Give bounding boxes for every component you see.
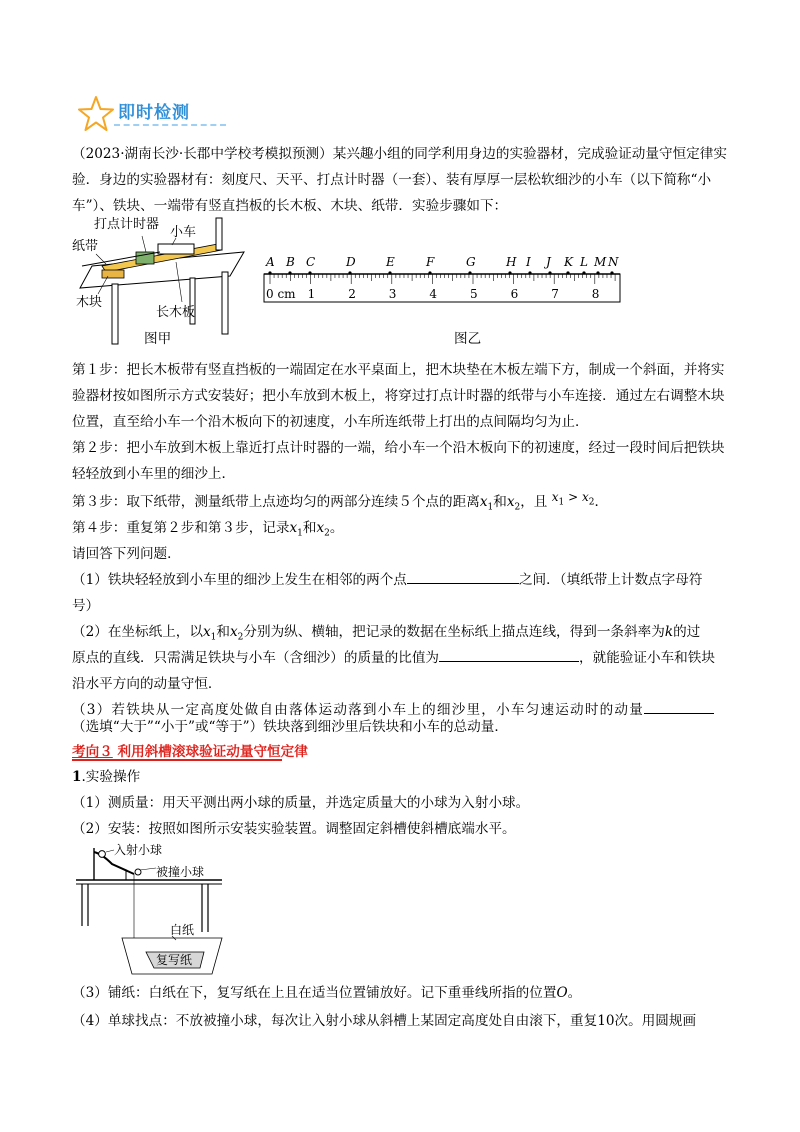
tape-dot <box>548 271 551 274</box>
question-2: （2）在坐标纸上，以$x_1$和$x_2$分别为纵、横轴，把记录的数据在坐标纸上描点连线，得到一条斜率为k的过 <box>72 624 701 643</box>
ask-line: 请回答下列问题． <box>72 546 181 562</box>
ruler-number: 5 <box>470 287 478 301</box>
tape-dot <box>610 271 613 274</box>
problem-intro: （2023·湖南长沙·长郡中学校考模拟预测）某兴趣小组的同学利用身边的实验器材，完成验证动量守恒定律实验．身边的实验器材有：刻度尺、天平、打点计时器（一套）、装有厚厚一层松软细沙的小车（以下简称“小车”）、铁块、一端带有竖直挡板的长木板、木块、纸带．实验步骤如下： <box>72 146 727 214</box>
fig-a-label-tape: 纸带 <box>72 239 99 254</box>
step-4: 第４步：重复第２步和第３步，记录$x_1$和$x_2$。 <box>72 520 344 539</box>
step-2: 第２步：把小车放到木板上靠近打点计时器的一端，给小车一个沿木板向下的初速度，经过一段时间后把铁块轻轻放到小车里的细沙上． <box>72 440 725 482</box>
tape-point-label: F <box>426 255 435 269</box>
star-icon <box>76 94 116 134</box>
title-text: 即时检测 <box>118 103 190 123</box>
op-step-4: （4）单球找点：不放被撞小球，每次让入射小球从斜槽上某固定高度处自由滚下，重复10次。用圆规画 <box>72 1013 697 1029</box>
answer-blank-q1[interactable] <box>407 569 519 584</box>
tape-dot <box>596 271 599 274</box>
tape-dot <box>582 271 585 274</box>
tape-dot <box>288 271 291 274</box>
tape-dot <box>508 271 511 274</box>
tape-point-label: N <box>608 255 619 269</box>
tape-dot <box>308 271 311 274</box>
tape-dot <box>528 271 531 274</box>
q1-text-b: 之间．（填纸带上计数点字母符 <box>518 572 703 588</box>
word-and: 和 <box>493 494 507 510</box>
step-3-text: 第３步：取下纸带，测量纸带上点迹均匀的两部分连续５个点的距离 <box>72 494 480 510</box>
ruler-number: 7 <box>551 287 559 301</box>
ruler-number: 8 <box>591 287 600 301</box>
tape-dot <box>268 271 271 274</box>
question-1 <box>72 569 702 591</box>
word-and-comma: ，且 <box>520 494 548 510</box>
figure-a-caption: 图甲 <box>144 331 172 347</box>
ruler-number: 3 <box>388 287 397 301</box>
tape-point-label: B <box>286 255 295 269</box>
inequality: $x_1 > x_2$ <box>551 490 595 508</box>
incident-ball-icon <box>99 851 106 858</box>
fig-c-label-incident: 入射小球 <box>114 843 163 857</box>
sub-2: 2 <box>514 502 521 513</box>
q1-text-a: （1）铁块轻轻放到小车里的细沙上发生在相邻的两个点 <box>72 572 407 588</box>
fig-a-label-timer: 打点计时器 <box>94 217 160 232</box>
var-x: x <box>506 494 515 510</box>
question-3-cont: （选填“大于”“小于”或“等于”）铁块落到细沙里后铁块和小车的总动量． <box>72 719 508 735</box>
figure-b-ruler <box>262 252 624 312</box>
ruler-number: 6 <box>510 287 519 301</box>
tape-points <box>265 255 619 275</box>
tape-point-label: J <box>546 255 551 269</box>
question-1-cont: 号） <box>72 598 100 614</box>
end-period: ． <box>594 494 609 510</box>
section-3-tag: 考向３ <box>72 744 113 760</box>
tape-point-label: L <box>580 255 588 269</box>
tape-dot <box>348 271 351 274</box>
section-3-title: 利用斜槽滚球验证动量守恒定律 <box>117 744 308 760</box>
ruler-number: 2 <box>348 287 356 301</box>
tape-point-label: G <box>466 255 476 269</box>
tape-point-label: M <box>594 255 607 269</box>
ruler-number: 4 <box>429 287 438 301</box>
step-3 <box>72 491 608 519</box>
fig-a-label-block: 木块 <box>76 295 103 310</box>
tape-dot <box>428 271 431 274</box>
tape-dot <box>388 271 391 274</box>
tape-point-label: K <box>564 255 573 269</box>
tape-point-label: H <box>506 255 517 269</box>
tape-point-label: D <box>346 255 356 269</box>
tape-dot <box>468 271 471 274</box>
figure-c-chute <box>72 840 232 980</box>
section-3-underline <box>72 759 282 761</box>
var-x: x <box>479 494 488 510</box>
op-step-2: （2）安装：按照如图所示安装实验装置。调整固定斜槽使斜槽底端水平。 <box>72 821 516 837</box>
step-1: 第１步：把长木板带有竖直挡板的一端固定在水平桌面上，把木块垫在木板左端下方，制成一个斜面，并将实验器材按如图所示方式安装好；把小车放到木板上，将穿过打点计时器的纸带与小车连接．通过左右调整木块位置，直至给小车一个沿木板向下的初速度，小车所连纸带上打出的点间隔均匀为止． <box>72 362 725 430</box>
operation-heading: 1.实验操作 <box>72 769 141 785</box>
sub-1: 1 <box>487 502 494 513</box>
question-3: （3）若铁块从一定高度处做自由落体运动落到小车上的细沙里，小车匀速运动时的动量 <box>72 699 714 721</box>
answer-blank-q2[interactable] <box>439 647 579 662</box>
step-4-text: 第４步：重复第２步和第３步，记录 <box>72 520 290 536</box>
tape-point-label: A <box>266 255 275 269</box>
fig-a-label-cart: 小车 <box>170 225 197 240</box>
tape-point-label: C <box>306 255 316 269</box>
fig-a-label-board: 长木板 <box>156 305 196 320</box>
tape-dot <box>566 271 569 274</box>
question-2-end: 沿水平方向的动量守恒． <box>72 676 222 692</box>
op-step-1: （1）测质量：用天平测出两小球的质量，并选定质量大的小球为入射小球。 <box>72 795 530 811</box>
fig-c-label-carbon: 复写纸 <box>156 953 193 967</box>
figure-b-caption: 图乙 <box>454 331 482 347</box>
title-underline <box>114 124 226 126</box>
question-2-cont: 原点的直线．只需满足铁块与小车（含细沙）的质量的比值为 ，就能验证小车和铁块 <box>72 647 715 669</box>
ruler-unit: 0 cm <box>266 287 296 301</box>
answer-blank-q3[interactable] <box>644 699 714 714</box>
fig-c-label-target: 被撞小球 <box>156 865 205 879</box>
tape-point-label: E <box>386 255 395 269</box>
fig-c-label-white: 白纸 <box>170 923 195 937</box>
section-3-header <box>72 740 308 760</box>
tape-point-label: I <box>526 255 531 269</box>
op-step-3: （3）铺纸：白纸在下，复写纸在上且在适当位置铺放好。记下重垂线所指的位置O。 <box>72 985 582 1001</box>
ruler-number: 1 <box>307 287 316 301</box>
